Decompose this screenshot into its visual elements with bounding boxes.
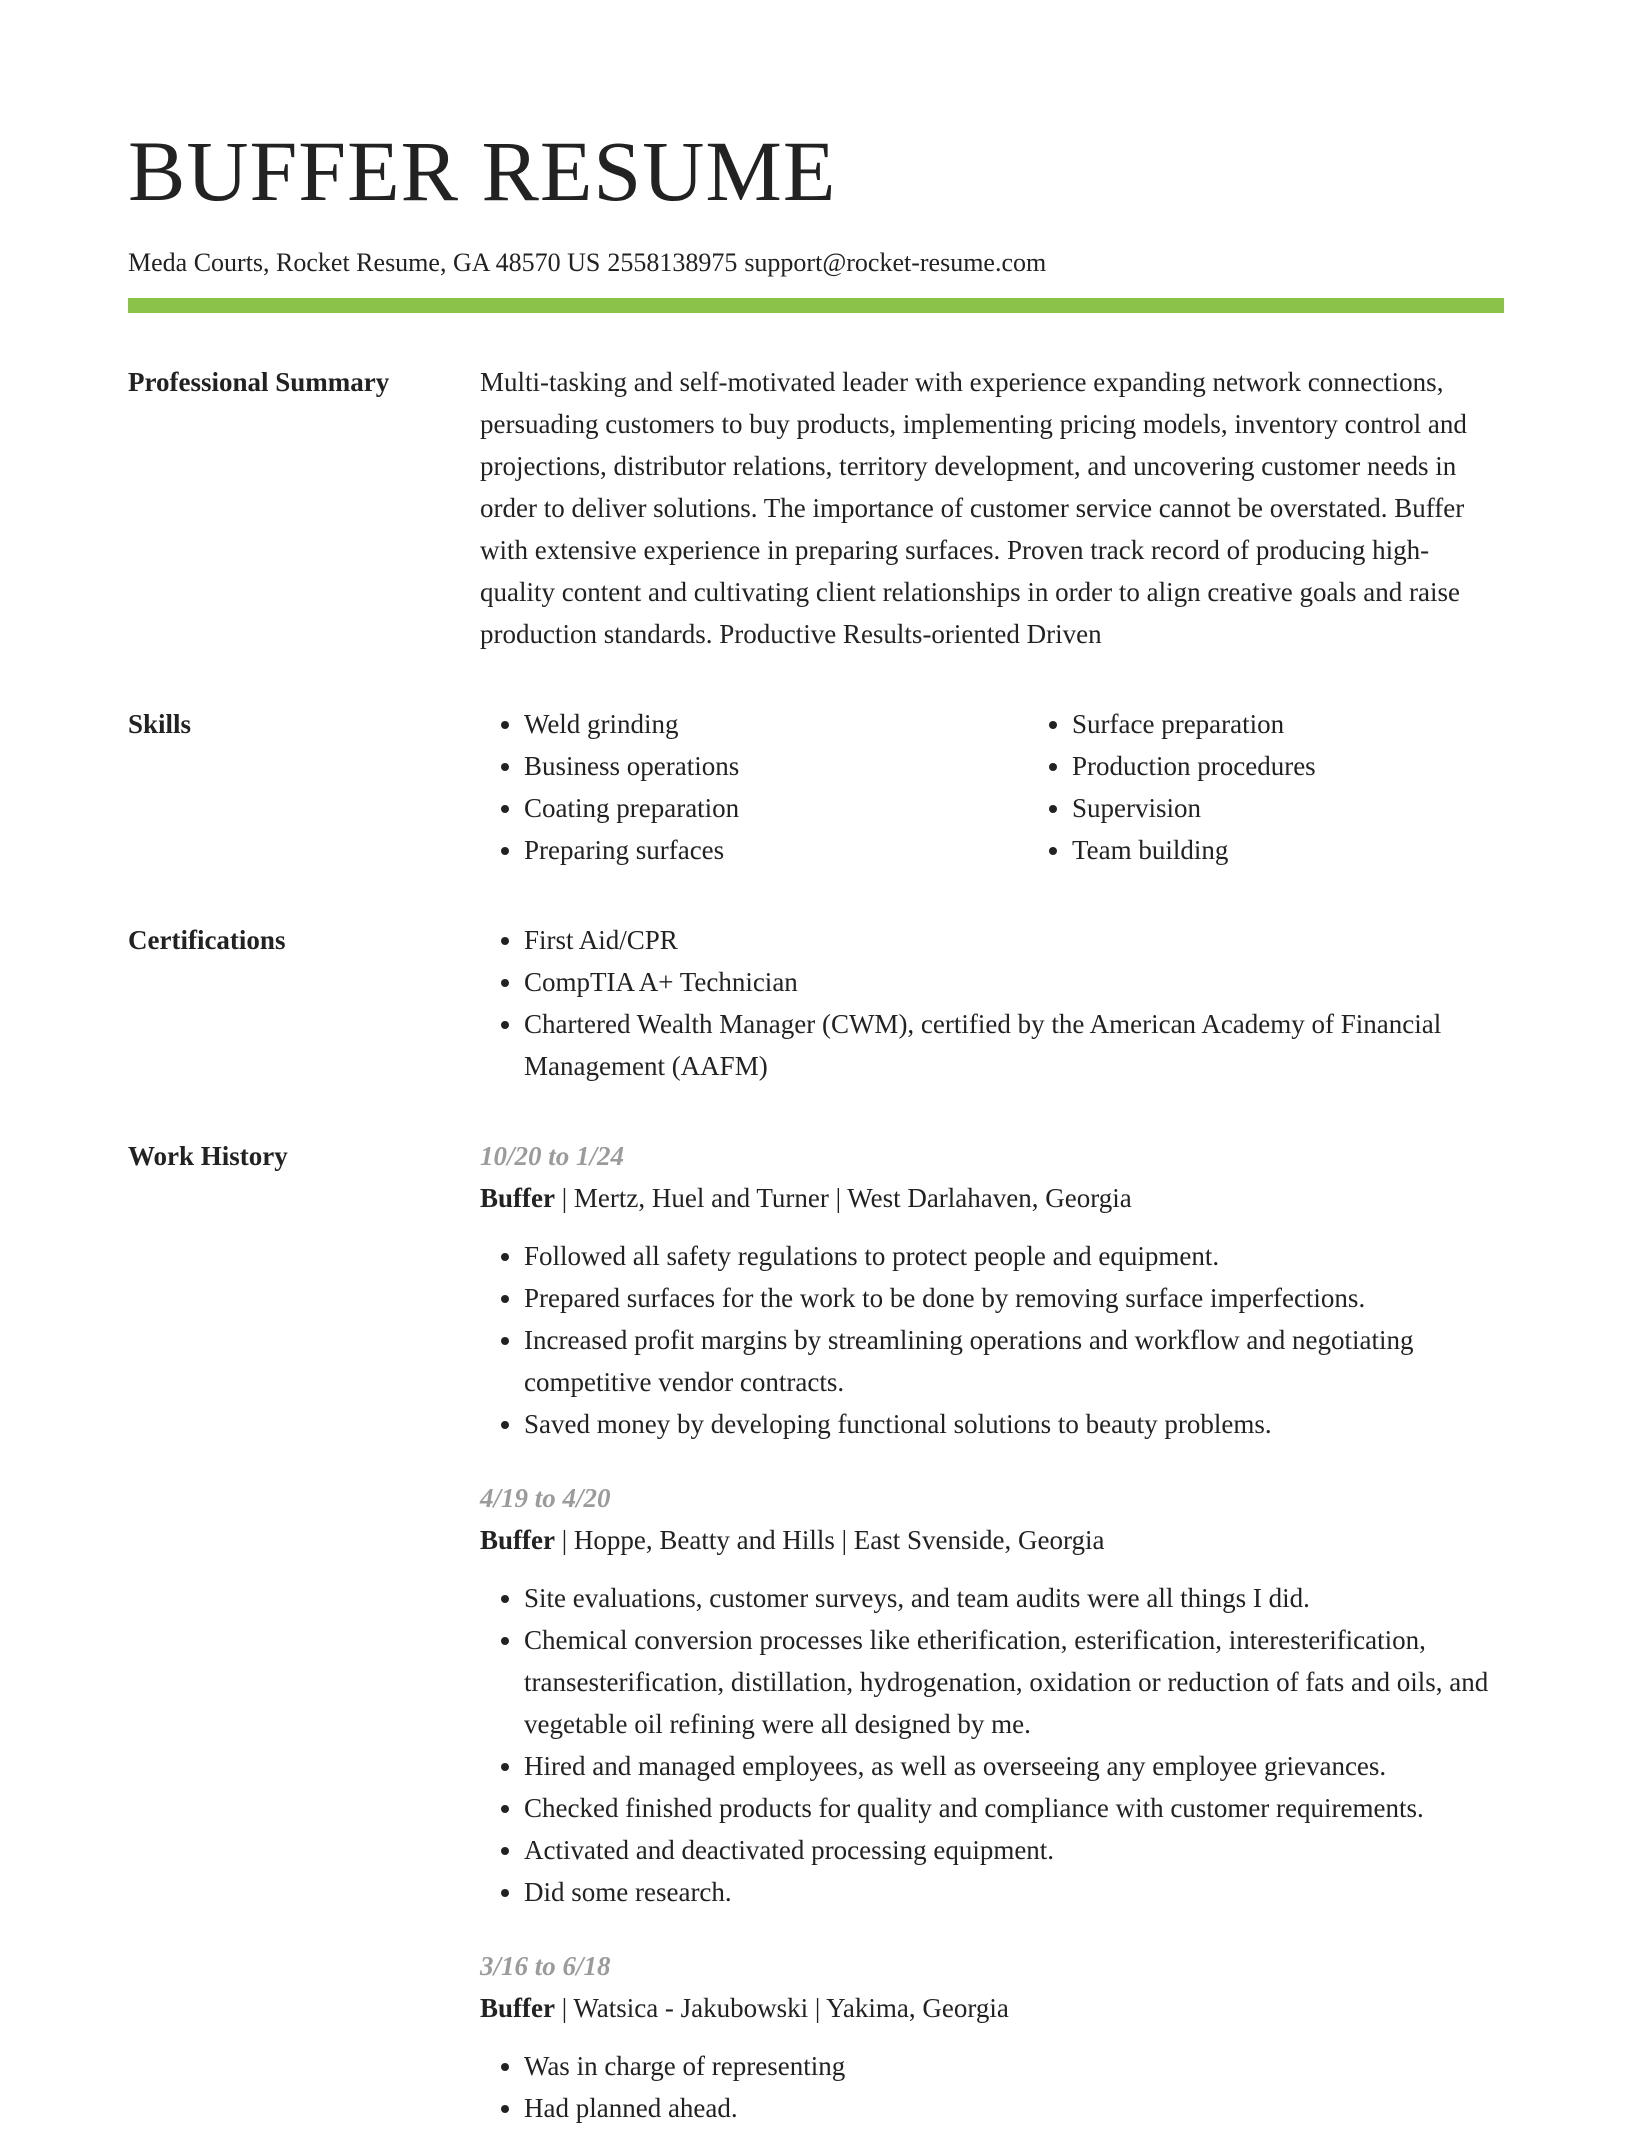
job-bullets <box>480 2045 1504 2129</box>
skills-column-1 <box>480 703 1028 871</box>
job-bullet: • Chemical conversion processes like etherification, esterification, interesterification, transesterification, distillation, hydrogenation, oxidation or reduction of fats and oils, and vegetable oil refining were all designed by me. <box>524 1619 1504 1745</box>
job-title: Buffer <box>480 1993 555 2023</box>
skill-item: • Coating preparation <box>524 787 1028 829</box>
job-dates: 4/19 to 4/20 <box>480 1483 611 1513</box>
certifications-section <box>128 919 1504 1087</box>
contact-email: support@rocket-resume.com <box>744 248 1047 277</box>
job-bullet: • Followed all safety regulations to protect people and equipment. <box>524 1235 1504 1277</box>
job-bullet: • Prepared surfaces for the work to be done by removing surface imperfections. <box>524 1277 1504 1319</box>
job-bullets <box>480 1235 1504 1445</box>
skill-item: • Supervision <box>1072 787 1576 829</box>
work-history-section <box>128 1135 1504 2129</box>
job-title: Buffer <box>480 1525 555 1555</box>
job-heading <box>480 1177 1504 1219</box>
job-employer: | Hoppe, Beatty and Hills | East Svenside, Georgia <box>561 1525 1105 1555</box>
certifications-list <box>480 919 1504 1087</box>
skill-item: • Team building <box>1072 829 1576 871</box>
certification-item: • Chartered Wealth Manager (CWM), certified by the American Academy of Financial Management (AAFM) <box>524 1003 1504 1087</box>
header-divider <box>128 298 1504 313</box>
job-heading <box>480 1519 1504 1561</box>
work-history-heading: Work History <box>128 1141 288 1171</box>
certifications-content <box>480 919 1504 1087</box>
job-bullet: • Hired and managed employees, as well as overseeing any employee grievances. <box>524 1745 1504 1787</box>
skills-section <box>128 703 1504 871</box>
job-bullets <box>480 1577 1504 1913</box>
job-entry <box>480 1135 1504 1445</box>
job-bullet: • Activated and deactivated processing equipment. <box>524 1829 1504 1871</box>
summary-text: Multi-tasking and self-motivated leader with experience expanding network connections, persuading customers to buy products, implementing pricing models, inventory control and projections, distributor relations, territory development, and uncovering customer needs in order to deliver solutions. The importance of customer service cannot be overstated. Buffer with extensive experience in preparing surfaces. Proven track record of producing high-quality content and cultivating client relationships in order to align creative goals and raise production standards. Productive Results-oriented Driven <box>480 367 1467 649</box>
job-heading <box>480 1987 1504 2029</box>
job-employer: | Mertz, Huel and Turner | West Darlahaven, Georgia <box>561 1183 1132 1213</box>
skills-heading: Skills <box>128 709 192 739</box>
certification-item: • CompTIA A+ Technician <box>524 961 1504 1003</box>
job-bullet: • Had planned ahead. <box>524 2087 1504 2129</box>
job-bullet: • Was in charge of representing <box>524 2045 1504 2087</box>
job-bullet: • Site evaluations, customer surveys, and team audits were all things I did. <box>524 1577 1504 1619</box>
job-bullet: • Did some research. <box>524 1871 1504 1913</box>
skills-content <box>480 703 1576 871</box>
skill-item: • Weld grinding <box>524 703 1028 745</box>
job-entry <box>480 1477 1504 1913</box>
resume-name: BUFFER RESUME <box>128 123 837 219</box>
summary-heading: Professional Summary <box>128 367 390 397</box>
job-bullet: • Checked finished products for quality and compliance with customer requirements. <box>524 1787 1504 1829</box>
contact-line <box>128 246 1504 280</box>
skill-item: • Surface preparation <box>1072 703 1576 745</box>
job-dates: 10/20 to 1/24 <box>480 1141 625 1171</box>
certification-item: • First Aid/CPR <box>524 919 1504 961</box>
contact-address: Meda Courts, Rocket Resume, GA 48570 US <box>128 248 601 277</box>
certifications-heading: Certifications <box>128 925 286 955</box>
job-bullet: • Saved money by developing functional solutions to beauty problems. <box>524 1403 1504 1445</box>
skill-item: • Preparing surfaces <box>524 829 1028 871</box>
job-dates: 3/16 to 6/18 <box>480 1951 611 1981</box>
summary-section <box>128 361 1504 655</box>
skill-item: • Business operations <box>524 745 1028 787</box>
job-bullet: • Increased profit margins by streamlining operations and workflow and negotiating competitive vendor contracts. <box>524 1319 1504 1403</box>
work-history-content <box>480 1135 1504 2129</box>
job-employer: | Watsica - Jakubowski | Yakima, Georgia <box>561 1993 1009 2023</box>
skills-column-2 <box>1028 703 1576 871</box>
contact-phone: 2558138975 <box>607 248 738 277</box>
skill-item: • Production procedures <box>1072 745 1576 787</box>
job-title: Buffer <box>480 1183 555 1213</box>
job-entry <box>480 1945 1504 2129</box>
